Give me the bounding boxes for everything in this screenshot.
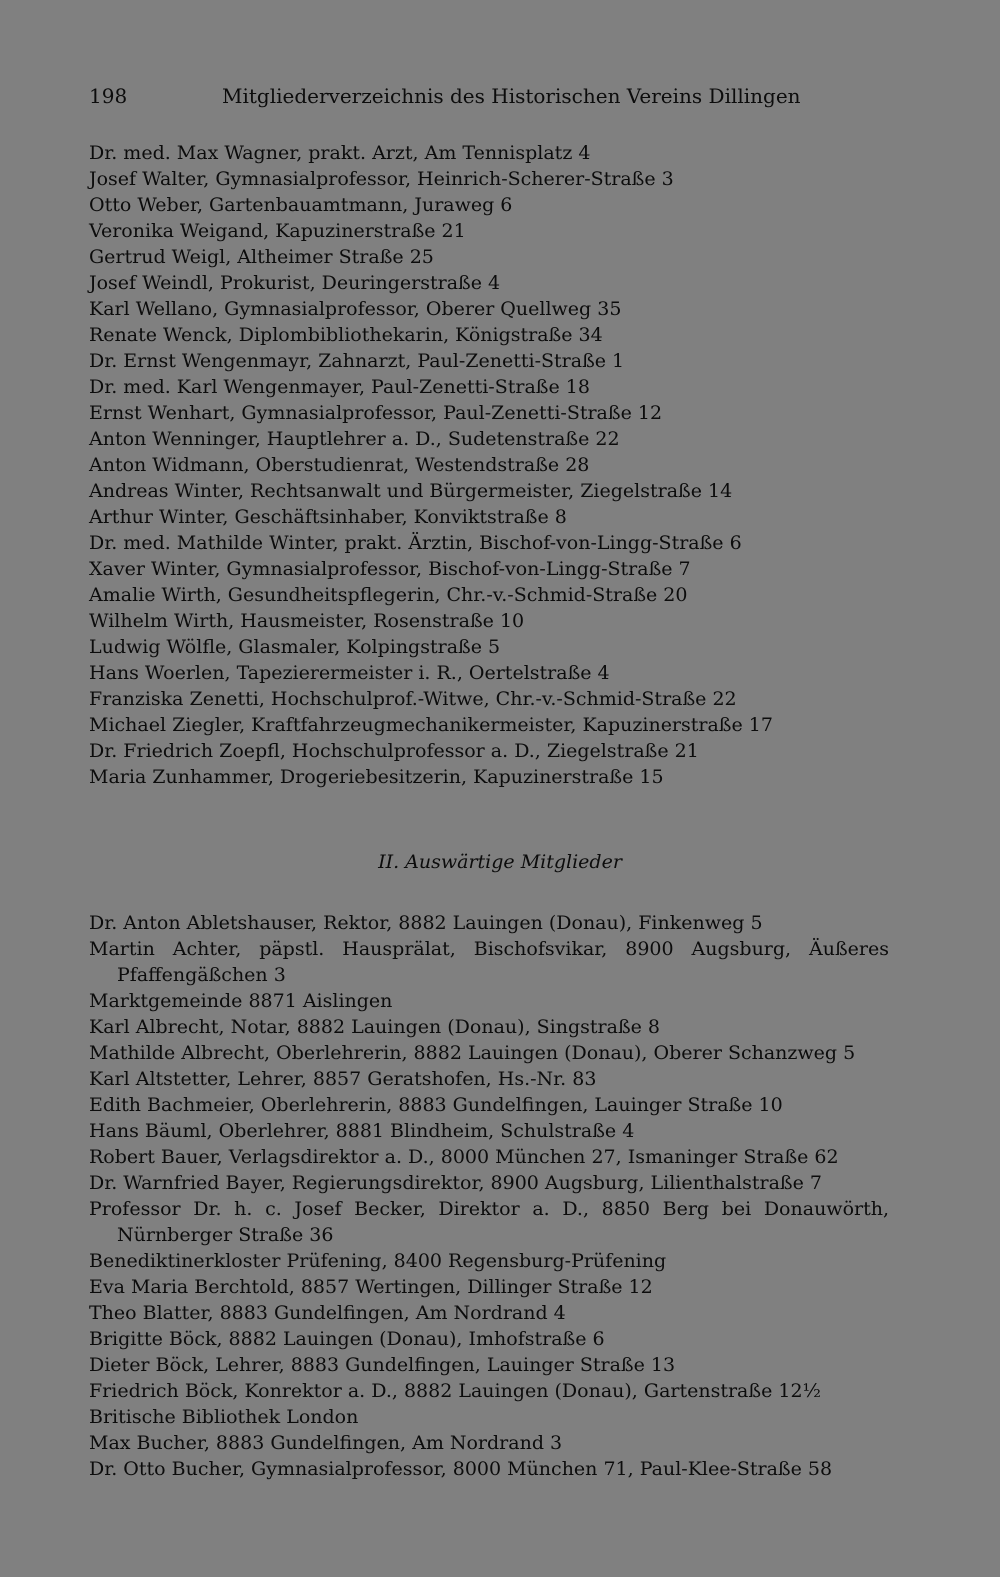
member-entry: Josef Walter, Gymnasialprofessor, Heinrich-Scherer-Straße 3 xyxy=(89,168,674,190)
member-entry: Dr. med. Mathilde Winter, prakt. Ärztin, Bischof-von-Lingg-Straße 6 xyxy=(89,532,742,554)
section-heading: II. Auswärtige Mitglieder xyxy=(378,851,622,873)
member-entry: Brigitte Böck, 8882 Lauingen (Donau), Imhofstraße 6 xyxy=(89,1328,605,1350)
running-head-title: Mitgliederverzeichnis des Historischen Vereins Dillingen xyxy=(222,84,801,108)
local-member-list xyxy=(89,140,889,790)
member-entry: Renate Wenck, Diplombibliothekarin, Königstraße 34 xyxy=(89,324,603,346)
member-entry: Friedrich Böck, Konrektor a. D., 8882 Lauingen (Donau), Gartenstraße 12½ xyxy=(89,1380,821,1402)
member-entry: Dr. Warnfried Bayer, Regierungsdirektor, 8900 Augsburg, Lilienthalstraße 7 xyxy=(89,1172,822,1194)
member-entry: Ernst Wenhart, Gymnasialprofessor, Paul-Zenetti-Straße 12 xyxy=(89,402,663,424)
member-entry: Edith Bachmeier, Oberlehrerin, 8883 Gundelfingen, Lauinger Straße 10 xyxy=(89,1094,783,1116)
member-entry: Martin Achter, päpstl. Hausprälat, Bischofsvikar, 8900 Augsburg, Äußeres Pfaffengäßchen 3 xyxy=(89,938,889,986)
member-entry: Dieter Böck, Lehrer, 8883 Gundelfingen, Lauinger Straße 13 xyxy=(89,1354,676,1376)
member-entry: Karl Albrecht, Notar, 8882 Lauingen (Donau), Singstraße 8 xyxy=(89,1016,661,1038)
member-entry: Hans Woerlen, Tapezierermeister i. R., Oertelstraße 4 xyxy=(89,662,610,684)
member-entry: Xaver Winter, Gymnasialprofessor, Bischof-von-Lingg-Straße 7 xyxy=(89,558,691,580)
member-entry: Michael Ziegler, Kraftfahrzeugmechanikermeister, Kapuzinerstraße 17 xyxy=(89,714,773,736)
member-entry: Arthur Winter, Geschäftsinhaber, Konviktstraße 8 xyxy=(89,506,567,528)
member-entry: Andreas Winter, Rechtsanwalt und Bürgermeister, Ziegelstraße 14 xyxy=(89,480,733,502)
member-entry: Mathilde Albrecht, Oberlehrerin, 8882 Lauingen (Donau), Oberer Schanzweg 5 xyxy=(89,1042,856,1064)
member-entry: Dr. Friedrich Zoepfl, Hochschulprofessor a. D., Ziegelstraße 21 xyxy=(89,740,699,762)
member-entry: Max Bucher, 8883 Gundelfingen, Am Nordrand 3 xyxy=(89,1432,563,1454)
member-entry: Eva Maria Berchtold, 8857 Wertingen, Dillinger Straße 12 xyxy=(89,1276,653,1298)
member-entry: Professor Dr. h. c. Josef Becker, Direktor a. D., 8850 Berg bei Donauwörth, Nürnberger Straße 36 xyxy=(89,1198,889,1246)
member-entry: Marktgemeinde 8871 Aislingen xyxy=(89,990,393,1012)
member-entry: Amalie Wirth, Gesundheitspflegerin, Chr.-v.-Schmid-Straße 20 xyxy=(89,584,688,606)
member-entry: Robert Bauer, Verlagsdirektor a. D., 8000 München 27, Ismaninger Straße 62 xyxy=(89,1146,839,1168)
member-entry: Anton Wenninger, Hauptlehrer a. D., Sudetenstraße 22 xyxy=(89,428,620,450)
running-head xyxy=(89,80,801,112)
member-entry: Franziska Zenetti, Hochschulprof.-Witwe, Chr.-v.-Schmid-Straße 22 xyxy=(89,688,737,710)
member-entry: Gertrud Weigl, Altheimer Straße 25 xyxy=(89,246,434,268)
member-entry: Dr. Anton Abletshauser, Rektor, 8882 Lauingen (Donau), Finkenweg 5 xyxy=(89,912,763,934)
member-entry: Maria Zunhammer, Drogeriebesitzerin, Kapuzinerstraße 15 xyxy=(89,766,664,788)
member-entry: Dr. med. Max Wagner, prakt. Arzt, Am Tennisplatz 4 xyxy=(89,142,591,164)
member-entry: Benediktinerkloster Prüfening, 8400 Regensburg-Prüfening xyxy=(89,1250,667,1272)
page-number: 198 xyxy=(89,84,128,108)
member-entry: Otto Weber, Gartenbauamtmann, Juraweg 6 xyxy=(89,194,513,216)
member-entry: Anton Widmann, Oberstudienrat, Westendstraße 28 xyxy=(89,454,590,476)
external-member-list xyxy=(89,910,889,1482)
member-entry: Theo Blatter, 8883 Gundelfingen, Am Nordrand 4 xyxy=(89,1302,566,1324)
member-entry: Ludwig Wölfle, Glasmaler, Kolpingstraße 5 xyxy=(89,636,501,658)
member-entry: Karl Altstetter, Lehrer, 8857 Geratshofen, Hs.-Nr. 83 xyxy=(89,1068,597,1090)
member-entry: Wilhelm Wirth, Hausmeister, Rosenstraße 10 xyxy=(89,610,525,632)
member-entry: Dr. med. Karl Wengenmayer, Paul-Zenetti-Straße 18 xyxy=(89,376,590,398)
member-entry: Dr. Ernst Wengenmayr, Zahnarzt, Paul-Zenetti-Straße 1 xyxy=(89,350,625,372)
member-entry: Hans Bäuml, Oberlehrer, 8881 Blindheim, Schulstraße 4 xyxy=(89,1120,635,1142)
member-entry: Veronika Weigand, Kapuzinerstraße 21 xyxy=(89,220,466,242)
member-entry: Josef Weindl, Prokurist, Deuringerstraße 4 xyxy=(89,272,501,294)
member-entry: Karl Wellano, Gymnasialprofessor, Oberer Quellweg 35 xyxy=(89,298,622,320)
member-entry: Britische Bibliothek London xyxy=(89,1406,359,1428)
member-entry: Dr. Otto Bucher, Gymnasialprofessor, 8000 München 71, Paul-Klee-Straße 58 xyxy=(89,1458,833,1480)
